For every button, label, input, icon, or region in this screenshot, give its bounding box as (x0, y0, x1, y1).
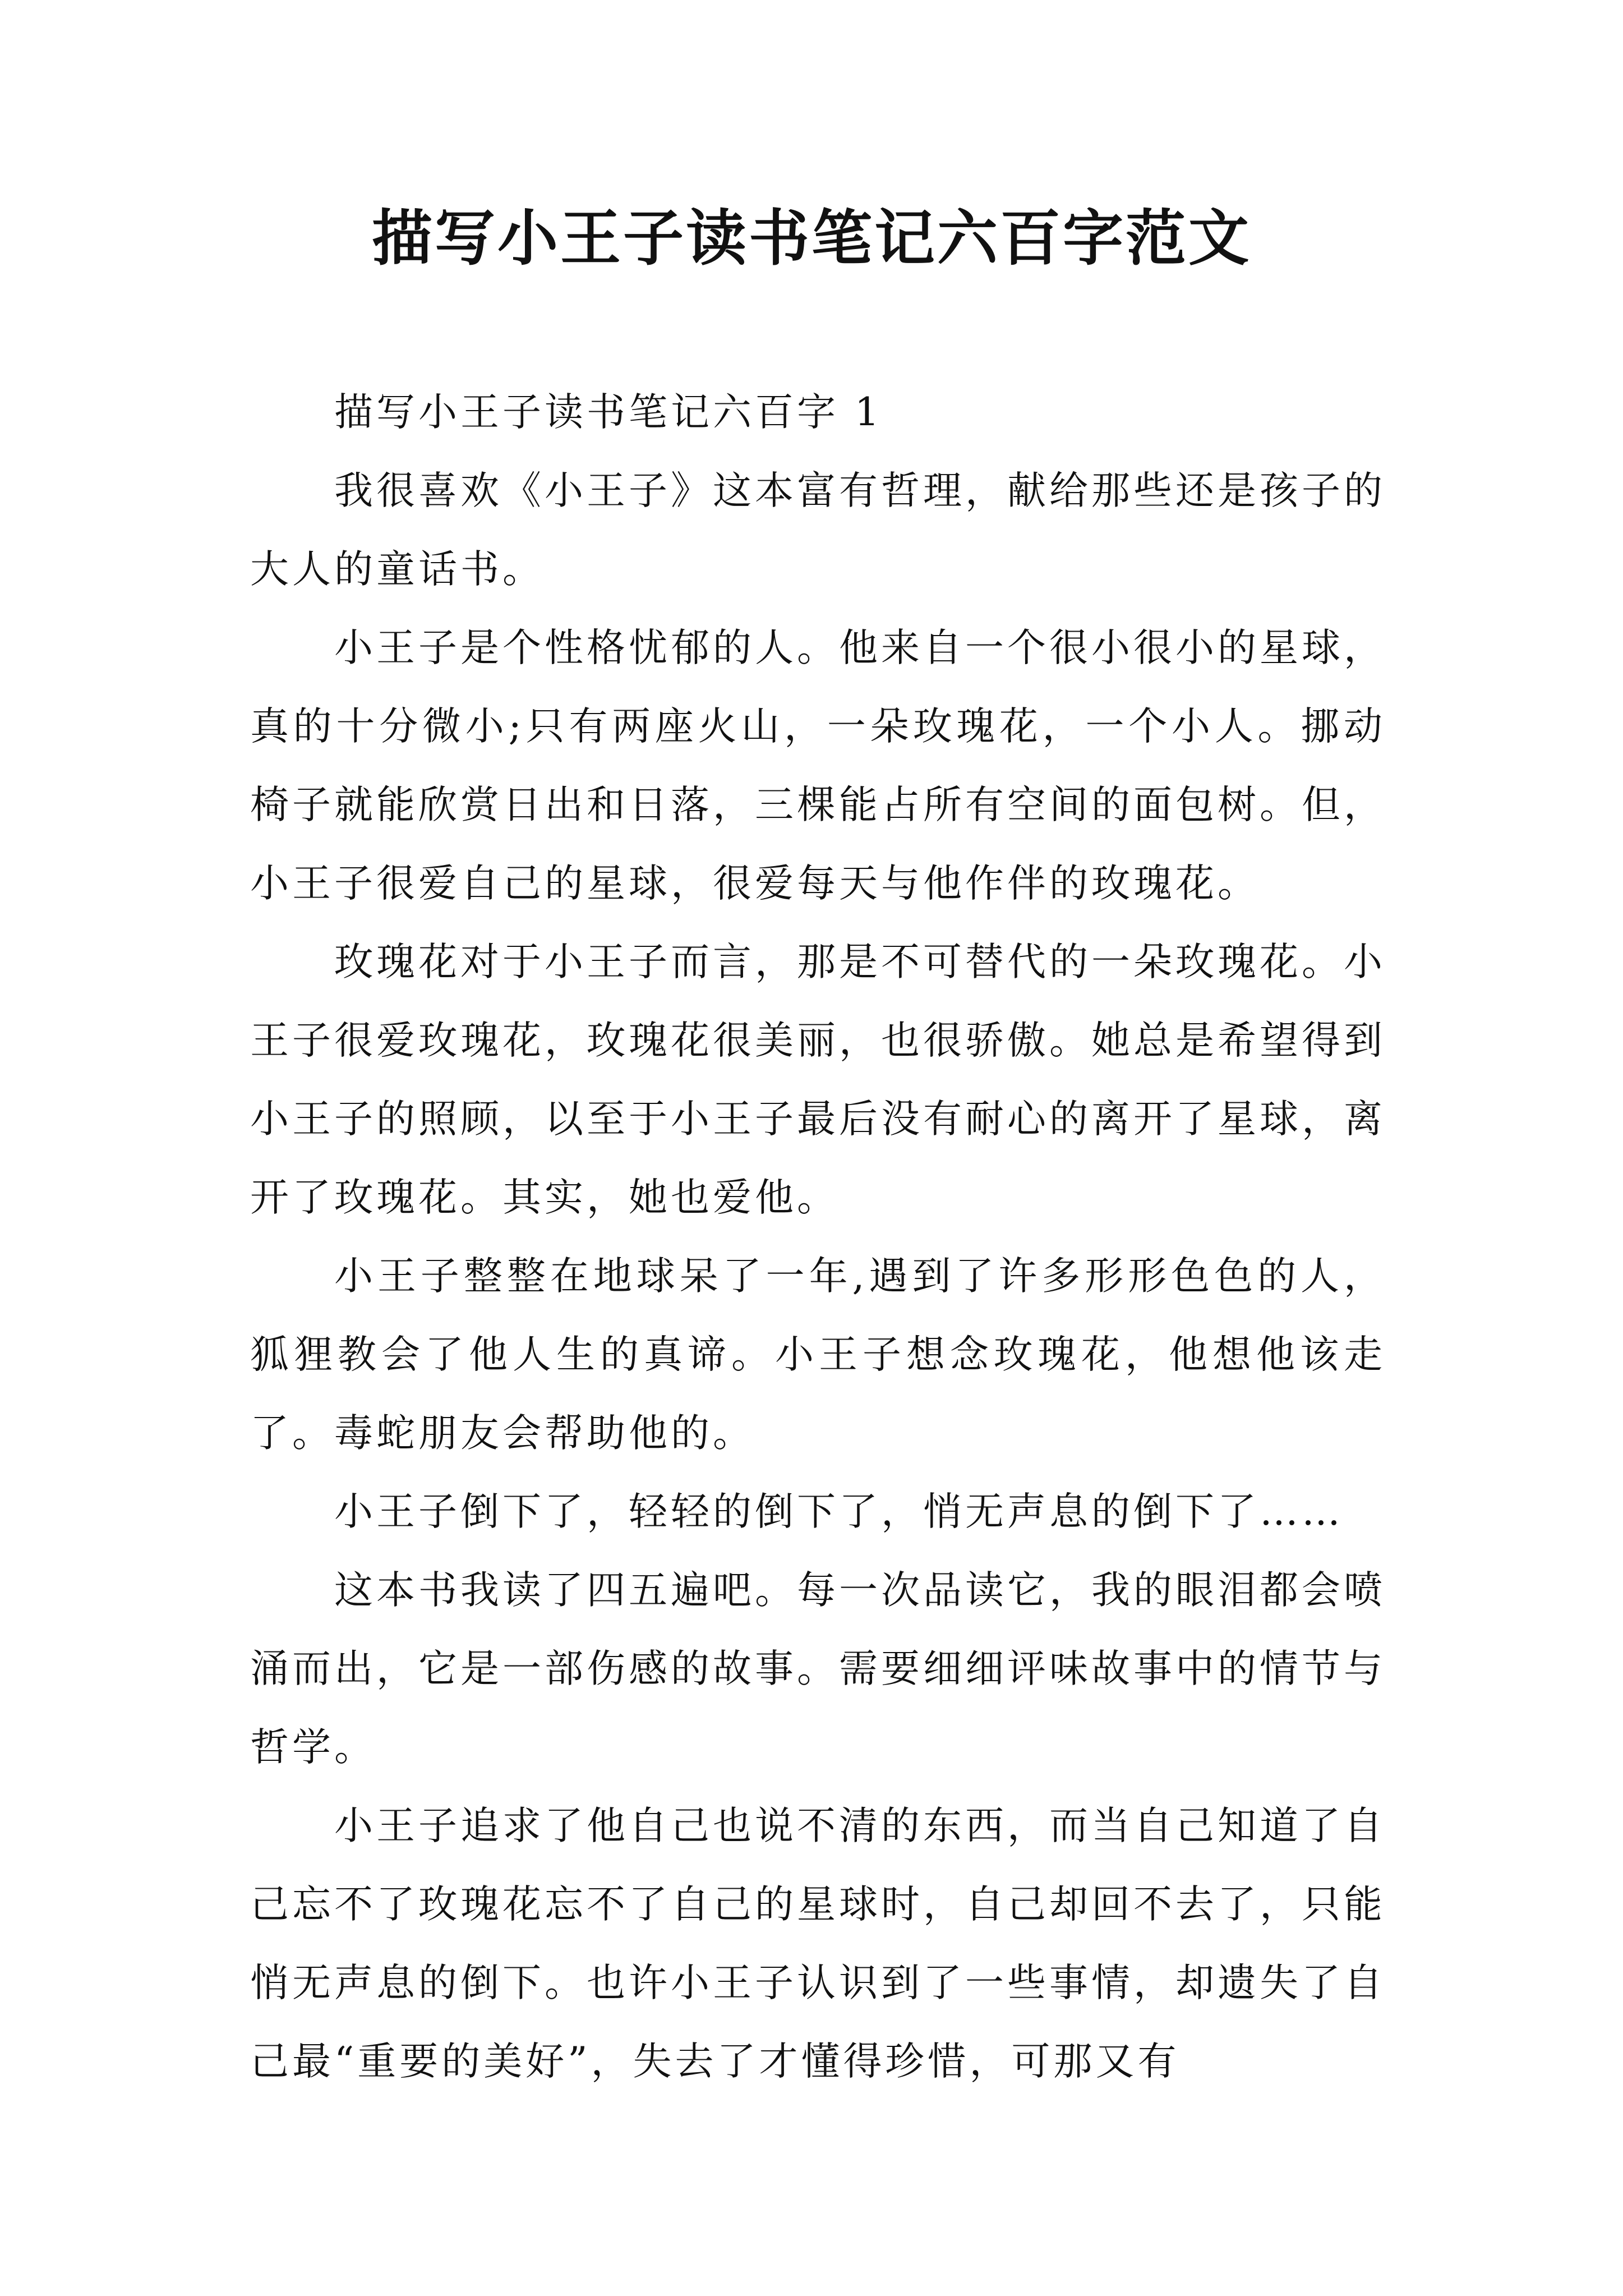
paragraph: 玫瑰花对于小王子而言，那是不可替代的一朵玫瑰花。小王子很爱玫瑰花，玫瑰花很美丽，也很骄傲。她总是希望得到小王子的照顾，以至于小王子最后没有耐心的离开了星球，离开了玫瑰花。其实，她也爱他。 (250, 940, 1386, 1220)
paragraph: 这本书我读了四五遍吧。每一次品读它，我的眼泪都会喷涌而出，它是一部伤感的故事。需要细细评味故事中的情节与哲学。 (250, 1568, 1386, 1770)
document-title: 描写小王子读书笔记六百字范文 (371, 203, 1251, 274)
paragraph: 小王子倒下了，轻轻的倒下了，悄无声息的倒下了…… (334, 1489, 1344, 1534)
paragraph: 小王子整整在地球呆了一年,遇到了许多形形色色的人，狐狸教会了他人生的真谛。小王子想念玫瑰花，他想他该走了。毒蛇朋友会帮助他的。 (250, 1254, 1386, 1456)
section-heading: 描写小王子读书笔记六百字 1 (334, 390, 883, 435)
document-body (250, 373, 1386, 2101)
paragraph: 小王子追求了他自己也说不清的东西，而当自己知道了自己忘不了玫瑰花忘不了自己的星球时，自己却回不去了，只能悄无声息的倒下。也许小王子认识到了一些事情，却遗失了自己最“重要的美好”，失去了才懂得珍惜，可那又有 (250, 1803, 1386, 2084)
paragraph: 小王子是个性格忧郁的人。他来自一个很小很小的星球，真的十分微小;只有两座火山，一朵玫瑰花，一个小人。挪动椅子就能欣赏日出和日落，三棵能占所有空间的面包树。但，小王子很爱自己的星球，很爱每天与他作伴的玫瑰花。 (250, 625, 1386, 906)
paragraph: 我很喜欢《小王子》这本富有哲理，献给那些还是孩子的大人的童话书。 (250, 468, 1386, 592)
